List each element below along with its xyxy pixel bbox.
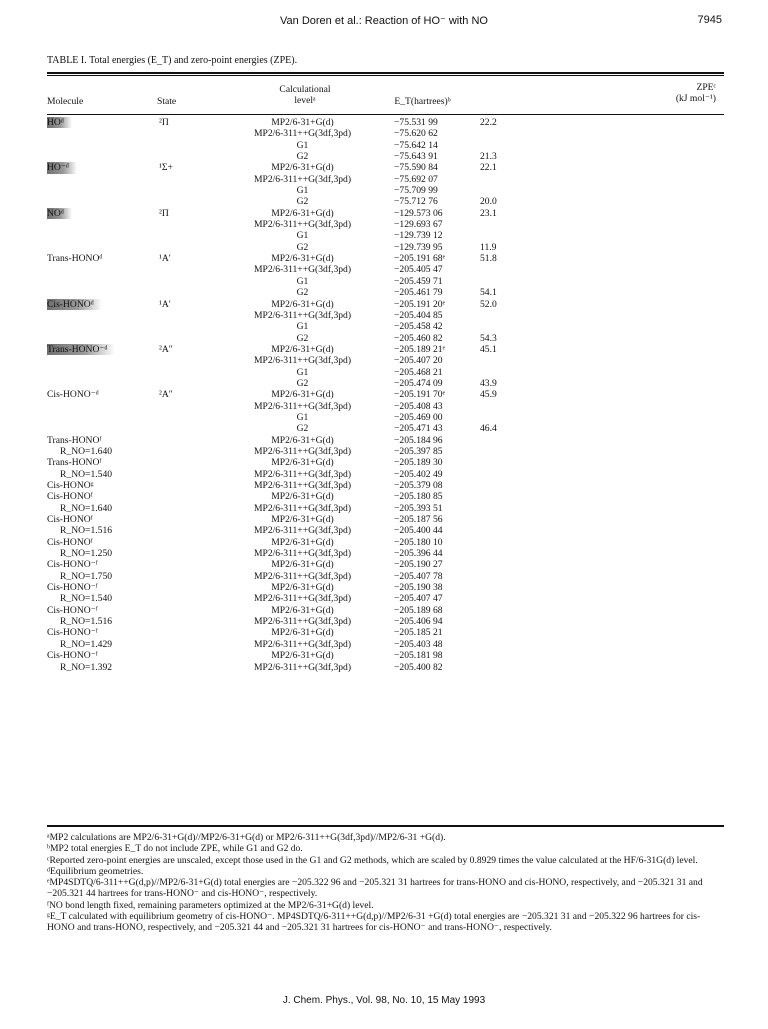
cell-et: −205.393 51 xyxy=(394,502,443,514)
cell-molecule: Trans-HONOᶠ xyxy=(47,434,102,446)
cell-et: −205.468 21 xyxy=(394,366,443,378)
cell-level: MP2/6-311++G(3df,3pd) xyxy=(253,502,352,514)
cell-et: −205.407 20 xyxy=(394,355,443,367)
table-row xyxy=(0,593,768,604)
cell-level: G2 xyxy=(296,151,309,163)
cell-state: ²Π xyxy=(159,207,169,219)
cell-level: G2 xyxy=(296,196,309,208)
page-footer: J. Chem. Phys., Vol. 98, No. 10, 15 May 1993 xyxy=(282,995,486,1006)
cell-level: MP2/6-311++G(3df,3pd) xyxy=(253,445,352,457)
cell-molecule: R_NO=1.640 xyxy=(60,445,113,457)
cell-state: ¹Σ+ xyxy=(159,162,173,174)
table-row xyxy=(0,367,768,378)
table-row xyxy=(0,537,768,548)
table-row xyxy=(0,185,768,196)
footnote: ᵍE_T calculated with equilibrium geometry of cis-HONO⁻. MP4SDTQ/6-311++G(d,p)//MP2/6-31 +G(d) total energies are −205.321 31 and −205.322 96 hartrees for cis-HONO and trans-HONO, respectively, and −205.321 44 and −205.321 31 hartrees for cis-HONO⁻ and trans-HONO⁻, respectively. xyxy=(47,911,701,934)
cell-level: MP2/6-31+G(d) xyxy=(271,434,334,446)
cell-et: −205.187 56 xyxy=(394,514,443,526)
footnote: ᶠNO bond length fixed, remaining parameters optimized at the MP2/6-31+G(d) level. xyxy=(47,899,374,911)
cell-level: MP2/6-31+G(d) xyxy=(271,298,334,310)
table-row xyxy=(0,344,768,355)
cell-level: MP2/6-311++G(3df,3pd) xyxy=(253,128,352,140)
cell-molecule: HOᵈ xyxy=(47,117,72,128)
cell-et: −205.191 68ᵉ xyxy=(394,253,446,265)
cell-level: MP2/6-31+G(d) xyxy=(271,491,334,503)
running-title: Van Doren et al.: Reaction of HO⁻ with NO xyxy=(280,15,488,27)
cell-et: −205.407 78 xyxy=(394,570,443,582)
cell-molecule: Cis-HONOᶠ xyxy=(47,491,93,503)
cell-et: −205.469 00 xyxy=(394,411,443,423)
cell-et: −205.397 85 xyxy=(394,445,443,457)
table-caption: TABLE I. Total energies (E_T) and zero-point energies (ZPE). xyxy=(47,55,298,66)
cell-level: MP2/6-311++G(3df,3pd) xyxy=(253,468,352,480)
table-row xyxy=(0,299,768,310)
table-top-rule xyxy=(47,72,724,74)
cell-et: −205.459 71 xyxy=(394,275,443,287)
cell-et: −205.189 21ᵉ xyxy=(394,343,446,355)
cell-molecule: R_NO=1.540 xyxy=(60,593,113,605)
cell-et: −205.185 21 xyxy=(394,627,443,639)
table-row xyxy=(0,264,768,275)
cell-et: −205.403 48 xyxy=(394,638,443,650)
cell-level: MP2/6-311++G(3df,3pd) xyxy=(253,548,352,560)
cell-molecule: Cis-HONOᵈ xyxy=(47,299,102,310)
footnote: ᵈEquilibrium geometries. xyxy=(47,865,144,877)
cell-level: MP2/6-31+G(d) xyxy=(271,117,334,128)
cell-level: MP2/6-31+G(d) xyxy=(271,559,334,571)
table-row xyxy=(0,196,768,207)
cell-et: −75.590 84 xyxy=(394,162,438,174)
table-bottom-rule xyxy=(47,825,724,827)
table-header-rule xyxy=(47,114,724,115)
cell-state: ²Π xyxy=(159,117,169,128)
cell-level: G1 xyxy=(296,139,309,151)
cell-level: MP2/6-31+G(d) xyxy=(271,582,334,594)
cell-level: G1 xyxy=(296,366,309,378)
footnote: ᵉMP4SDTQ/6-311++G(d,p)//MP2/6-31+G(d) total energies are −205.322 96 and −205.321 31 hartrees for trans-HONO and cis-HONO, respectively, and −205.321 31 and −205.321 44 hartrees for trans-HONO⁻ and cis-HONO⁻, respectively. xyxy=(47,877,703,900)
cell-et: −205.190 27 xyxy=(394,559,443,571)
table-row xyxy=(0,650,768,661)
table-row xyxy=(0,162,768,173)
cell-et: −205.189 30 xyxy=(394,457,443,469)
cell-et: −205.379 08 xyxy=(394,480,443,491)
table-row xyxy=(0,446,768,457)
cell-zpe: 45.9 xyxy=(480,389,497,401)
table-row xyxy=(0,514,768,525)
cell-level: MP2/6-311++G(3df,3pd) xyxy=(253,638,352,650)
cell-zpe: 23.1 xyxy=(480,207,497,219)
cell-et: −205.471 43 xyxy=(394,423,443,435)
table-row xyxy=(0,503,768,514)
cell-molecule: Trans-HONOᶠ xyxy=(47,457,102,469)
cell-et: −129.739 95 xyxy=(394,241,443,253)
cell-state: ²A″ xyxy=(159,389,173,401)
cell-level: MP2/6-311++G(3df,3pd) xyxy=(253,570,352,582)
cell-et: −205.191 20ᵉ xyxy=(394,298,446,310)
cell-et: −75.531 99 xyxy=(394,117,438,128)
cell-et: −205.408 43 xyxy=(394,400,443,412)
col-header-molecule: Molecule xyxy=(47,96,84,107)
cell-zpe: 20.0 xyxy=(480,196,497,208)
cell-et: −205.400 82 xyxy=(394,661,443,673)
cell-level: G2 xyxy=(296,287,309,299)
cell-molecule: Cis-HONO⁻ᵈ xyxy=(47,389,99,401)
cell-level: MP2/6-311++G(3df,3pd) xyxy=(253,219,352,231)
col-header-zpe xyxy=(648,82,716,104)
cell-et: −205.396 44 xyxy=(394,548,443,560)
table-row xyxy=(0,128,768,139)
table-row xyxy=(0,412,768,423)
cell-zpe: 51.8 xyxy=(480,253,497,265)
cell-level: MP2/6-31+G(d) xyxy=(271,627,334,639)
cell-zpe: 43.9 xyxy=(480,377,497,389)
cell-et: −205.402 49 xyxy=(394,468,443,480)
cell-molecule: NOᵈ xyxy=(47,208,72,219)
table-row xyxy=(0,639,768,650)
table-row xyxy=(0,559,768,570)
table-row xyxy=(0,605,768,616)
cell-level: G2 xyxy=(296,377,309,389)
cell-level: MP2/6-31+G(d) xyxy=(271,457,334,469)
cell-et: −129.573 06 xyxy=(394,207,443,219)
table-row xyxy=(0,287,768,298)
cell-molecule: Cis-HONO⁻ᶠ xyxy=(47,559,98,571)
table-row xyxy=(0,230,768,241)
cell-et: −205.180 10 xyxy=(394,536,443,548)
table-row xyxy=(0,491,768,502)
cell-level: MP2/6-311++G(3df,3pd) xyxy=(253,309,352,321)
table-row xyxy=(0,140,768,151)
table-row xyxy=(0,208,768,219)
cell-level: MP2/6-311++G(3df,3pd) xyxy=(253,264,352,276)
cell-level: MP2/6-311++G(3df,3pd) xyxy=(253,355,352,367)
cell-level: MP2/6-311++G(3df,3pd) xyxy=(253,480,352,491)
table-row xyxy=(0,616,768,627)
cell-zpe: 46.4 xyxy=(480,423,497,435)
footnote: ᵃMP2 calculations are MP2/6-31+G(d)//MP2/6-31+G(d) or MP2/6-311++G(3df,3pd)//MP2/6-31 +G(d). xyxy=(47,832,446,843)
table-row xyxy=(0,378,768,389)
cell-state: ¹A′ xyxy=(159,298,171,310)
table-row xyxy=(0,423,768,434)
cell-molecule: R_NO=1.250 xyxy=(60,548,113,560)
table-footnotes xyxy=(47,832,727,934)
cell-et: −75.620 62 xyxy=(394,128,438,140)
cell-molecule: R_NO=1.516 xyxy=(60,525,113,537)
cell-level: MP2/6-31+G(d) xyxy=(271,207,334,219)
table-row xyxy=(0,525,768,536)
table-row xyxy=(0,321,768,332)
table-row xyxy=(0,662,768,673)
cell-level: MP2/6-31+G(d) xyxy=(271,389,334,401)
table-row xyxy=(0,174,768,185)
running-header xyxy=(0,14,768,30)
cell-level: MP2/6-311++G(3df,3pd) xyxy=(253,400,352,412)
cell-level: MP2/6-31+G(d) xyxy=(271,650,334,662)
table-row xyxy=(0,355,768,366)
cell-et: −75.709 99 xyxy=(394,185,438,197)
cell-level: MP2/6-31+G(d) xyxy=(271,514,334,526)
cell-molecule: Cis-HONO⁻ᶠ xyxy=(47,604,98,616)
cell-molecule: Trans-HONOᵈ xyxy=(47,253,103,265)
cell-zpe: 22.2 xyxy=(480,117,497,128)
cell-zpe: 22.1 xyxy=(480,162,497,174)
cell-level: MP2/6-311++G(3df,3pd) xyxy=(253,616,352,628)
cell-level: MP2/6-311++G(3df,3pd) xyxy=(253,593,352,605)
cell-et: −205.458 42 xyxy=(394,321,443,333)
cell-level: MP2/6-31+G(d) xyxy=(271,343,334,355)
table-row xyxy=(0,582,768,593)
cell-level: MP2/6-311++G(3df,3pd) xyxy=(253,661,352,673)
cell-et: −129.693 67 xyxy=(394,219,443,231)
cell-zpe: 11.9 xyxy=(480,241,497,253)
cell-molecule: Cis-HONO⁻ᶠ xyxy=(47,650,98,662)
cell-level: G2 xyxy=(296,423,309,435)
cell-molecule: R_NO=1.750 xyxy=(60,570,113,582)
table-row xyxy=(0,117,768,128)
cell-level: MP2/6-31+G(d) xyxy=(271,253,334,265)
cell-et: −205.404 85 xyxy=(394,309,443,321)
cell-level: G1 xyxy=(296,275,309,287)
cell-level: MP2/6-31+G(d) xyxy=(271,604,334,616)
col-header-et: E_T(hartrees)ᵇ xyxy=(394,96,451,107)
cell-et: −129.739 12 xyxy=(394,230,443,242)
cell-et: −75.712 76 xyxy=(394,196,438,208)
col-header-state: State xyxy=(157,96,177,107)
col-header-zpe-line2: (kJ mol⁻¹) xyxy=(675,93,716,104)
cell-et: −75.643 91 xyxy=(394,151,438,163)
col-header-level xyxy=(230,84,380,106)
col-header-zpe-line1: ZPEᶜ xyxy=(696,82,716,93)
table-row xyxy=(0,457,768,468)
cell-state: ²A″ xyxy=(159,343,173,355)
cell-level: MP2/6-31+G(d) xyxy=(271,162,334,174)
cell-molecule: R_NO=1.540 xyxy=(60,468,113,480)
table-row xyxy=(0,310,768,321)
cell-et: −205.181 98 xyxy=(394,650,443,662)
table-row xyxy=(0,548,768,559)
table-row xyxy=(0,219,768,230)
cell-level: G2 xyxy=(296,332,309,344)
table-row xyxy=(0,389,768,400)
cell-level: G1 xyxy=(296,411,309,423)
table-row xyxy=(0,253,768,264)
cell-et: −75.692 07 xyxy=(394,173,438,185)
footnote: ᶜReported zero-point energies are unscaled, except those used in the G1 and G2 methods, which are scaled by 0.8929 times the value calculated at the HF/6-31G(d) level. xyxy=(47,854,698,866)
table-row xyxy=(0,571,768,582)
cell-et: −205.407 47 xyxy=(394,593,443,605)
cell-molecule: R_NO=1.516 xyxy=(60,616,113,628)
cell-level: G2 xyxy=(296,241,309,253)
table-body xyxy=(0,117,768,673)
table-row xyxy=(0,480,768,491)
cell-zpe: 21.3 xyxy=(480,151,497,163)
cell-et: −75.642 14 xyxy=(394,139,438,151)
cell-molecule: R_NO=1.640 xyxy=(60,502,113,514)
cell-et: −205.180 85 xyxy=(394,491,443,503)
table-row xyxy=(0,401,768,412)
cell-level: MP2/6-311++G(3df,3pd) xyxy=(253,173,352,185)
cell-et: −205.190 38 xyxy=(394,582,443,594)
cell-zpe: 54.1 xyxy=(480,287,497,299)
cell-molecule: Cis-HONO⁻ᶠ xyxy=(47,627,98,639)
cell-et: −205.400 44 xyxy=(394,525,443,537)
page-number: 7945 xyxy=(697,14,722,26)
cell-molecule: R_NO=1.429 xyxy=(60,638,113,650)
cell-level: G1 xyxy=(296,230,309,242)
table-row xyxy=(0,627,768,638)
cell-state: ¹A′ xyxy=(159,253,171,265)
cell-et: −205.461 79 xyxy=(394,287,443,299)
table-row xyxy=(0,242,768,253)
table-row xyxy=(0,151,768,162)
cell-molecule: R_NO=1.392 xyxy=(60,661,113,673)
cell-et: −205.405 47 xyxy=(394,264,443,276)
col-header-level-line2: levelᵃ xyxy=(294,95,316,106)
cell-level: MP2/6-31+G(d) xyxy=(271,536,334,548)
cell-et: −205.184 96 xyxy=(394,434,443,446)
cell-molecule: HO⁻ᵈ xyxy=(47,162,77,173)
cell-level: G1 xyxy=(296,321,309,333)
cell-level: G1 xyxy=(296,185,309,197)
cell-et: −205.189 68 xyxy=(394,604,443,616)
cell-molecule: Trans-HONO⁻ᵈ xyxy=(47,344,115,355)
cell-et: −205.474 09 xyxy=(394,377,443,389)
cell-molecule: Cis-HONO⁻ᶠ xyxy=(47,582,98,594)
table-row xyxy=(0,469,768,480)
cell-level: MP2/6-311++G(3df,3pd) xyxy=(253,525,352,537)
footnote: ᵇMP2 total energies E_T do not include ZPE, while G1 and G2 do. xyxy=(47,843,303,855)
cell-et: −205.460 82 xyxy=(394,332,443,344)
cell-molecule: Cis-HONOᶠ xyxy=(47,514,93,526)
table-row xyxy=(0,435,768,446)
table-row xyxy=(0,276,768,287)
cell-et: −205.406 94 xyxy=(394,616,443,628)
col-header-level-line1: Calculational xyxy=(279,84,331,95)
cell-zpe: 52.0 xyxy=(480,298,497,310)
cell-zpe: 45.1 xyxy=(480,343,497,355)
table-top-rule-thin xyxy=(47,75,724,76)
cell-molecule: Cis-HONOᶠ xyxy=(47,536,93,548)
cell-zpe: 54.3 xyxy=(480,332,497,344)
table-row xyxy=(0,333,768,344)
cell-molecule: Cis-HONOᵍ xyxy=(47,480,94,491)
cell-et: −205.191 70ᵉ xyxy=(394,389,446,401)
